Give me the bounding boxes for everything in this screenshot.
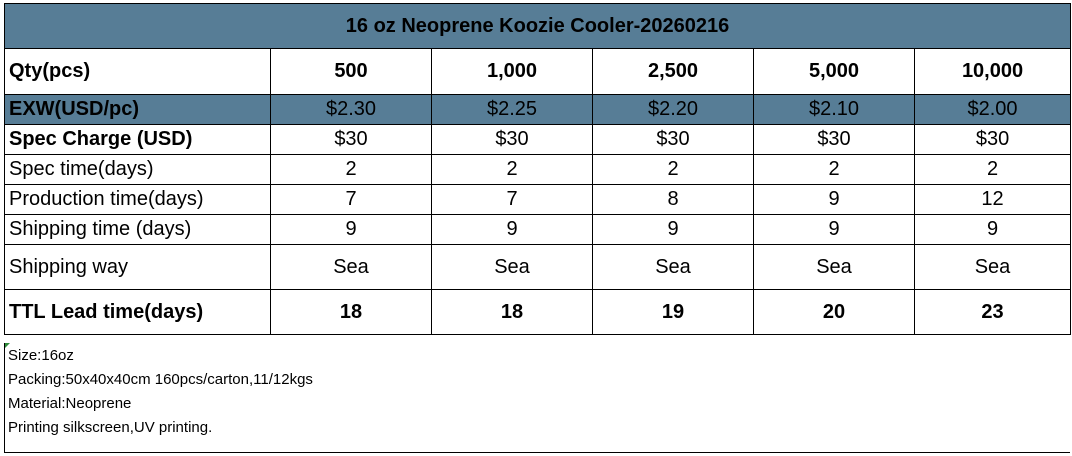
note-size: Size:16oz [8, 347, 74, 364]
cell-value[interactable]: 10,000 [915, 49, 1071, 95]
cell-value[interactable]: 7 [432, 185, 593, 215]
cell-value[interactable]: 9 [593, 215, 754, 245]
cell-value[interactable]: 7 [271, 185, 432, 215]
cell-value[interactable]: 12 [915, 185, 1071, 215]
cell-value[interactable]: 2 [271, 155, 432, 185]
cell-value[interactable]: $30 [432, 125, 593, 155]
cell-value[interactable]: $30 [915, 125, 1071, 155]
cell-label[interactable]: Qty(pcs) [5, 49, 271, 95]
notes-cell[interactable] [4, 343, 1070, 453]
cell-value[interactable]: Sea [271, 245, 432, 290]
cell-label[interactable]: TTL Lead time(days) [5, 290, 271, 335]
cell-value[interactable]: 9 [754, 185, 915, 215]
cell-value[interactable]: $30 [271, 125, 432, 155]
cell-value[interactable]: 23 [915, 290, 1071, 335]
cell-value[interactable]: Sea [432, 245, 593, 290]
cell-value[interactable]: $2.20 [593, 95, 754, 125]
cell-value[interactable]: 9 [271, 215, 432, 245]
row-qty [5, 49, 1071, 95]
note-packing: Packing:50x40x40cm 160pcs/carton,11/12kgs [8, 371, 313, 388]
cell-label[interactable]: Production time(days) [5, 185, 271, 215]
cell-value[interactable]: 9 [754, 215, 915, 245]
cell-value[interactable]: $30 [593, 125, 754, 155]
price-table [4, 3, 1071, 335]
row-spec-charge [5, 125, 1071, 155]
cell-value[interactable]: $30 [754, 125, 915, 155]
cell-value[interactable]: 5,000 [754, 49, 915, 95]
cell-value[interactable]: 2,500 [593, 49, 754, 95]
cell-value[interactable]: $2.30 [271, 95, 432, 125]
cell-label[interactable]: EXW(USD/pc) [5, 95, 271, 125]
cell-value[interactable]: 18 [432, 290, 593, 335]
cell-value[interactable]: Sea [915, 245, 1071, 290]
cell-label[interactable]: Spec time(days) [5, 155, 271, 185]
cell-value[interactable]: Sea [754, 245, 915, 290]
cell-value[interactable]: $2.10 [754, 95, 915, 125]
cell-label[interactable]: Spec Charge (USD) [5, 125, 271, 155]
cell-label[interactable]: Shipping time (days) [5, 215, 271, 245]
note-material: Material:Neoprene [8, 395, 132, 412]
cell-value[interactable]: $2.00 [915, 95, 1071, 125]
cell-label[interactable]: Shipping way [5, 245, 271, 290]
row-exw [5, 95, 1071, 125]
cell-value[interactable]: 9 [432, 215, 593, 245]
quote-sheet [4, 3, 1072, 335]
row-spec-time [5, 155, 1071, 185]
cell-value[interactable]: Sea [593, 245, 754, 290]
row-ttl-lead-time [5, 290, 1071, 335]
cell-value[interactable]: $2.25 [432, 95, 593, 125]
cell-value[interactable]: 2 [432, 155, 593, 185]
cell-note-marker-icon [5, 343, 10, 348]
row-production-time [5, 185, 1071, 215]
note-printing: Printing silkscreen,UV printing. [8, 419, 213, 436]
cell-value[interactable]: 500 [271, 49, 432, 95]
cell-value[interactable]: 2 [593, 155, 754, 185]
cell-value[interactable]: 20 [754, 290, 915, 335]
cell-value[interactable]: 18 [271, 290, 432, 335]
row-shipping-time [5, 215, 1071, 245]
sheet-title[interactable]: 16 oz Neoprene Koozie Cooler-20260216 [5, 4, 1071, 49]
cell-value[interactable]: 9 [915, 215, 1071, 245]
cell-value[interactable]: 2 [754, 155, 915, 185]
row-shipping-way [5, 245, 1071, 290]
cell-value[interactable]: 2 [915, 155, 1071, 185]
cell-value[interactable]: 1,000 [432, 49, 593, 95]
cell-value[interactable]: 19 [593, 290, 754, 335]
cell-value[interactable]: 8 [593, 185, 754, 215]
